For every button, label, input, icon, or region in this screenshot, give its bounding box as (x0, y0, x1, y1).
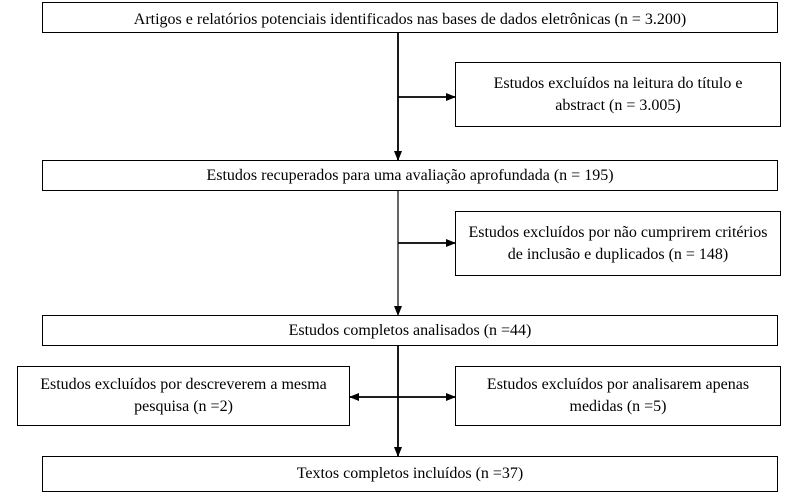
box-included (42, 456, 778, 492)
box-identified (42, 2, 778, 33)
box-analyzed (42, 315, 778, 346)
box-excluded-same-research-text: Estudos excluídos por descreverem a mesma pesquisa (n =2) (40, 376, 327, 415)
box-identified-text: Artigos e relatórios potenciais identificados nas bases de dados eletrônicas (n = 3.200) (133, 11, 687, 28)
box-excluded-measures (455, 366, 781, 426)
box-excluded-criteria-text: Estudos excluídos por não cumprirem critérios de inclusão e duplicados (n = 148) (468, 223, 768, 263)
box-retrieved (42, 160, 778, 191)
box-excluded-measures-text: Estudos excluídos por analisarem apenas medidas (n =5) (486, 376, 750, 415)
box-excluded-same-research (17, 366, 350, 426)
box-included-text: Textos completos incluídos (n =37) (296, 465, 524, 482)
box-analyzed-text: Estudos completos analisados (n =44) (288, 321, 532, 339)
box-excluded-title-abstract (455, 62, 781, 127)
box-excluded-title-abstract-text: Estudos excluídos na leitura do título e abstract (n = 3.005) (493, 74, 743, 114)
box-excluded-criteria (455, 211, 781, 276)
box-retrieved-text: Estudos recuperados para uma avaliação aprofundada (n = 195) (206, 166, 614, 184)
